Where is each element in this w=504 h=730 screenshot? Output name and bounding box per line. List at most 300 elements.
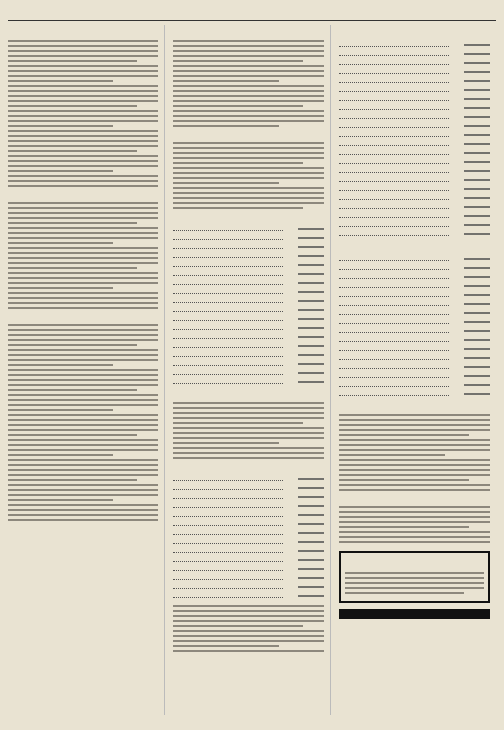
text-line (8, 65, 158, 67)
table-row-value (298, 595, 324, 597)
table-row-value (298, 264, 324, 266)
table-row-label (173, 264, 283, 267)
table-row-value (464, 206, 490, 208)
table-row-label (339, 258, 449, 261)
table-row-label (173, 255, 283, 258)
table-row-value (298, 487, 324, 489)
table-row-value (464, 62, 490, 64)
table-row-value (464, 267, 490, 269)
table-row-value (298, 273, 324, 275)
table-row-label (173, 505, 283, 508)
table-row-label (173, 246, 283, 249)
text-line (8, 324, 158, 326)
text-line (8, 394, 158, 396)
text-line (8, 100, 158, 102)
text-line (345, 572, 484, 574)
section-heading (8, 315, 158, 321)
table-row-label (173, 309, 283, 312)
table-row-label (339, 62, 449, 65)
text-line (173, 605, 323, 607)
text-line (8, 459, 158, 461)
table-row-value (464, 44, 490, 46)
text-line (8, 130, 158, 132)
table-row-value (464, 303, 490, 305)
text-line (8, 414, 158, 416)
text-line (8, 70, 158, 72)
table-row-label (339, 267, 449, 270)
table-row-label (339, 143, 449, 146)
text-line (8, 297, 158, 299)
text-line (173, 115, 323, 117)
text-line (8, 120, 158, 122)
table-row-value (298, 496, 324, 498)
table-row-value (298, 532, 324, 534)
text-line (8, 479, 137, 481)
table-row-label (339, 294, 449, 297)
text-line (173, 620, 323, 622)
text-line (173, 417, 323, 419)
text-line (339, 479, 469, 481)
table-row-value (464, 348, 490, 350)
column-1 (8, 25, 165, 715)
section-heading (173, 133, 323, 139)
text-line (339, 516, 490, 518)
price-table (339, 41, 490, 239)
text-line (8, 165, 158, 167)
table-row-value (464, 116, 490, 118)
text-line (8, 509, 158, 511)
text-line (8, 439, 158, 441)
table-row-label (339, 375, 449, 378)
newspaper-page (8, 6, 496, 718)
text-line (8, 75, 158, 77)
table-row-value (298, 505, 324, 507)
text-line (173, 162, 302, 164)
table-row-label (339, 134, 449, 137)
price-table (339, 255, 490, 399)
text-line (173, 615, 323, 617)
text-line (173, 427, 323, 429)
table-row-label (339, 339, 449, 342)
table-row-value (464, 366, 490, 368)
text-line (173, 640, 323, 642)
text-line (8, 409, 113, 411)
table-row-label (339, 116, 449, 119)
text-line (339, 449, 490, 451)
text-line (173, 447, 323, 449)
text-line (173, 152, 323, 154)
text-line (339, 506, 490, 508)
text-line (173, 110, 323, 112)
text-line (8, 217, 158, 219)
table-row-value (464, 98, 490, 100)
table-row-value (298, 523, 324, 525)
text-line (8, 489, 158, 491)
text-line (173, 125, 278, 127)
text-line (8, 125, 113, 127)
table-row-label (339, 393, 449, 396)
text-line (339, 444, 490, 446)
table-row-label (339, 366, 449, 369)
section-heading (339, 31, 490, 37)
table-row-label (173, 595, 283, 598)
table-row-label (339, 312, 449, 315)
text-line (8, 262, 158, 264)
table-row-value (298, 559, 324, 561)
text-line (173, 147, 323, 149)
table-row-label (339, 161, 449, 164)
text-line (173, 105, 302, 107)
table-row-label (173, 282, 283, 285)
text-line (173, 142, 323, 144)
table-row-label (173, 354, 283, 357)
table-row-value (464, 215, 490, 217)
price-table (173, 475, 323, 601)
table-row-value (464, 384, 490, 386)
text-line (8, 207, 158, 209)
notice-box (339, 551, 490, 603)
table-row-label (339, 276, 449, 279)
table-row-value (298, 363, 324, 365)
text-line (173, 95, 323, 97)
section-heading (339, 497, 490, 503)
text-line (8, 175, 158, 177)
table-row-value (298, 381, 324, 383)
table-row-value (464, 80, 490, 82)
text-line (8, 329, 158, 331)
table-row-value (464, 170, 490, 172)
table-row-value (298, 336, 324, 338)
table-row-value (464, 258, 490, 260)
table-row-label (339, 330, 449, 333)
text-line (8, 302, 158, 304)
text-line (173, 610, 323, 612)
table-row-label (173, 237, 283, 240)
table-row-label (339, 170, 449, 173)
text-line (8, 50, 158, 52)
table-row-label (173, 327, 283, 330)
text-line (339, 521, 490, 523)
text-line (339, 489, 490, 491)
table-row-label (339, 197, 449, 200)
text-line (8, 155, 158, 157)
text-line (173, 100, 323, 102)
table-row-label (339, 321, 449, 324)
table-row-value (298, 246, 324, 248)
text-line (8, 140, 158, 142)
table-row-value (298, 309, 324, 311)
text-line (8, 449, 158, 451)
text-line (173, 422, 302, 424)
text-line (8, 364, 113, 366)
table-row-value (464, 276, 490, 278)
text-line (173, 40, 323, 42)
text-line (8, 404, 158, 406)
table-row-label (339, 384, 449, 387)
table-row-value (298, 550, 324, 552)
table-row-value (298, 228, 324, 230)
text-line (173, 645, 278, 647)
text-line (8, 494, 158, 496)
text-line (173, 55, 323, 57)
table-row-value (464, 179, 490, 181)
text-line (173, 45, 323, 47)
text-line (173, 70, 323, 72)
text-line (339, 424, 490, 426)
table-row-value (298, 541, 324, 543)
table-row-value (298, 300, 324, 302)
table-row-value (298, 318, 324, 320)
text-line (339, 454, 445, 456)
text-line (345, 577, 484, 579)
table-row-label (339, 285, 449, 288)
table-row-value (298, 291, 324, 293)
table-row-label (339, 179, 449, 182)
text-line (173, 452, 323, 454)
section-heading (8, 193, 158, 199)
table-row-value (464, 375, 490, 377)
text-line (173, 177, 323, 179)
text-line (339, 484, 490, 486)
text-line (8, 374, 158, 376)
text-line (8, 180, 158, 182)
footer-banner (339, 609, 490, 619)
text-line (8, 247, 158, 249)
text-line (8, 170, 113, 172)
text-line (173, 442, 278, 444)
text-line (8, 389, 137, 391)
text-line (8, 150, 137, 152)
text-line (173, 407, 323, 409)
table-row-value (298, 282, 324, 284)
table-row-label (339, 71, 449, 74)
text-line (339, 429, 490, 431)
table-row-value (464, 330, 490, 332)
text-line (339, 469, 490, 471)
text-line (8, 429, 158, 431)
table-row-value (298, 255, 324, 257)
table-row-value (298, 514, 324, 516)
table-row-value (464, 357, 490, 359)
text-line (8, 267, 137, 269)
text-line (345, 592, 465, 594)
running-header (8, 6, 496, 21)
table-row-label (173, 532, 283, 535)
text-line (8, 80, 113, 82)
text-line (8, 369, 158, 371)
table-row-value (464, 152, 490, 154)
section-heading (173, 215, 323, 221)
table-row-label (173, 291, 283, 294)
section-heading (339, 245, 490, 251)
text-line (8, 237, 158, 239)
text-line (8, 135, 158, 137)
text-line (8, 349, 158, 351)
text-line (8, 474, 158, 476)
table-row-value (464, 312, 490, 314)
table-row-label (339, 125, 449, 128)
table-row-label (173, 568, 283, 571)
text-line (173, 457, 323, 459)
text-line (8, 514, 158, 516)
table-row-label (173, 273, 283, 276)
text-line (339, 474, 490, 476)
text-line (8, 454, 113, 456)
text-line (173, 75, 323, 77)
table-row-label (339, 348, 449, 351)
text-line (8, 115, 158, 117)
text-line (173, 65, 323, 67)
text-line (8, 499, 113, 501)
text-line (339, 511, 490, 513)
table-row-label (173, 586, 283, 589)
text-line (345, 587, 484, 589)
table-row-value (464, 161, 490, 163)
text-line (8, 379, 158, 381)
table-row-label (339, 215, 449, 218)
text-line (339, 464, 490, 466)
section-heading (173, 393, 323, 399)
table-row-value (464, 285, 490, 287)
table-row-value (298, 354, 324, 356)
text-line (8, 504, 158, 506)
text-line (8, 257, 158, 259)
text-line (8, 444, 158, 446)
text-line (8, 384, 158, 386)
table-row-label (173, 487, 283, 490)
text-line (8, 45, 158, 47)
text-line (8, 484, 158, 486)
text-line (173, 207, 302, 209)
text-line (8, 519, 158, 521)
table-row-value (464, 339, 490, 341)
table-row-value (464, 321, 490, 323)
table-row-label (173, 336, 283, 339)
table-row-value (298, 237, 324, 239)
text-line (173, 90, 323, 92)
table-row-label (173, 577, 283, 580)
text-line (8, 399, 158, 401)
text-line (8, 85, 158, 87)
text-line (8, 424, 158, 426)
section-heading (173, 31, 323, 37)
table-row-value (464, 89, 490, 91)
text-line (8, 145, 158, 147)
text-line (339, 531, 490, 533)
text-line (339, 541, 490, 543)
text-line (173, 85, 323, 87)
table-row-label (173, 550, 283, 553)
text-line (8, 277, 158, 279)
section-heading (8, 31, 158, 37)
text-line (8, 334, 158, 336)
text-line (8, 222, 137, 224)
text-line (8, 354, 158, 356)
text-line (173, 182, 278, 184)
table-row-label (173, 478, 283, 481)
text-line (173, 635, 323, 637)
text-line (173, 60, 302, 62)
text-line (173, 50, 323, 52)
section-heading (173, 465, 323, 471)
text-line (339, 526, 469, 528)
text-line (8, 272, 158, 274)
text-line (8, 469, 158, 471)
text-line (173, 650, 323, 652)
text-line (8, 55, 158, 57)
text-line (8, 232, 158, 234)
price-table (173, 225, 323, 387)
column-2 (173, 25, 330, 715)
text-line (8, 344, 137, 346)
table-row-value (464, 134, 490, 136)
text-line (339, 439, 490, 441)
table-row-value (464, 188, 490, 190)
table-row-label (339, 53, 449, 56)
text-line (173, 192, 323, 194)
text-line (8, 359, 158, 361)
table-row-label (339, 89, 449, 92)
text-line (173, 157, 323, 159)
text-line (8, 307, 158, 309)
text-line (173, 437, 323, 439)
table-row-value (464, 53, 490, 55)
table-row-value (464, 233, 490, 235)
table-row-label (339, 44, 449, 47)
text-line (8, 212, 158, 214)
text-line (8, 202, 158, 204)
text-line (173, 402, 323, 404)
text-line (339, 419, 490, 421)
table-row-value (464, 197, 490, 199)
text-line (8, 252, 158, 254)
text-line (8, 434, 137, 436)
text-line (345, 582, 484, 584)
text-line (173, 625, 302, 627)
text-line (339, 414, 490, 416)
section-heading (339, 405, 490, 411)
table-row-label (339, 233, 449, 236)
table-row-label (173, 372, 283, 375)
table-row-label (173, 300, 283, 303)
notice-title (345, 563, 484, 569)
table-row-label (173, 541, 283, 544)
text-line (8, 227, 158, 229)
text-columns (8, 25, 496, 715)
table-row-value (464, 224, 490, 226)
text-line (173, 80, 278, 82)
text-line (8, 160, 158, 162)
text-line (173, 172, 323, 174)
text-line (8, 282, 158, 284)
table-row-value (298, 586, 324, 588)
text-line (8, 95, 158, 97)
text-line (8, 185, 158, 187)
text-line (8, 339, 158, 341)
table-row-label (173, 345, 283, 348)
table-row-value (464, 125, 490, 127)
text-line (8, 242, 113, 244)
table-row-value (464, 393, 490, 395)
table-row-value (298, 478, 324, 480)
table-row-label (339, 303, 449, 306)
text-line (173, 202, 323, 204)
text-line (173, 197, 323, 199)
text-line (339, 536, 490, 538)
table-row-value (298, 345, 324, 347)
table-row-value (464, 294, 490, 296)
text-line (173, 630, 323, 632)
